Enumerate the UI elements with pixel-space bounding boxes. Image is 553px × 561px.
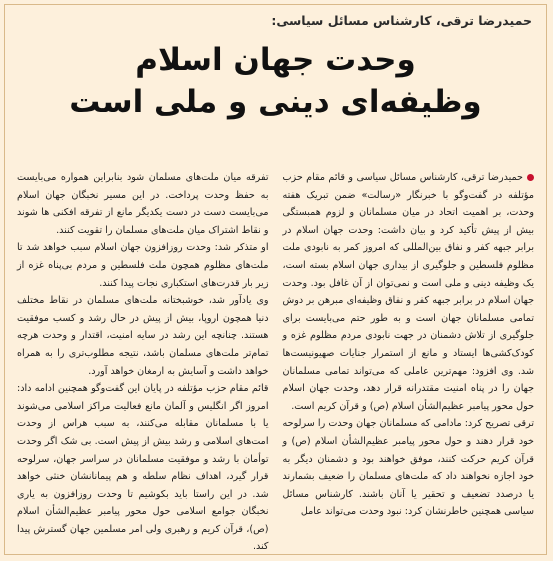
article-columns xyxy=(17,169,534,553)
paragraph: او متذکر شد: وحدت روزافزون جهان اسلام سبب خواهد شد تا ملت‌های مظلوم همچون ملت فلسطین و مردم بی‌پناه غزه از زیر بار قدرت‌های استکباری نجات پیدا کنند. xyxy=(17,242,269,289)
paragraph: ترقی تصریح کرد: مادامی که مسلمانان جهان وحدت را سرلوحه خود قرار دهند و حول محور پیامبر عظیم‌الشأن اسلام (ص) و قرآن کریم حرکت کنند، موفق خواهند بود و دشمنان دیگر به خود اجازه نخواهند داد که ملت‌های مسلمان را ضعیف بشمارند یا درصدد تضعیف و تحقیر یا آنان باشند. کارشناس مسائل سیاسی همچنین خاطرنشان کرد: نبود وحدت می‌تواند عامل xyxy=(282,418,534,518)
paragraph: قائم مقام حزب مؤتلفه در پایان این گفت‌وگو همچنین ادامه داد: امروز اگر انگلیس و آلمان مانع فعالیت مراکز اسلامی می‌شوند یا با مسلمانان مقابله می‌کنند، به سبب هراس از وحدت امت‌های اسلامی و رشد بیش از پیش است. بی شک اگر وحدت توأمان با رشد و موفقیت مسلمانان در سراسر جهان، سرلوحه قرار گیرد، اهداف نظام سلطه و هم پیمانانشان خنثی خواهد شد. در این راستا باید بکوشیم تا وحدت روزافزون به یاری نخبگان جوامع اسلامی حول محور پیامبر عظیم‌الشأن اسلام (ص)، قرآن کریم و رهبری ولی امر مسلمین جهان گسترش پیدا کند. xyxy=(17,383,269,553)
paragraph: وی یادآور شد، خوشبختانه ملت‌های مسلمان در نقاط مختلف دنیا همچون اروپا، بیش از پیش در حال رشد و کسب موفقیت هستند. چنانچه این رشد در سایه امنیت، اقتدار و وحدت هرچه تمام‌تر ملت‌های مسلمان باشد، نتیجه مطلوب‌تری را به همراه خواهد داشت و آسایش به ارمغان خواهد آورد. xyxy=(17,295,269,377)
headline xyxy=(17,39,534,123)
left-column xyxy=(17,169,269,553)
paragraph xyxy=(283,169,535,415)
bullet-icon xyxy=(527,174,534,181)
paragraph-text: حمیدرضا ترقی، کارشناس مسائل سیاسی و قائم مقام حزب مؤتلفه در گفت‌وگو با خبرنگار «رسالت» ضمن تبریک هفته وحدت، بر اهمیت اتحاد در میان مسلمانان و لزوم همبستگی بیش از پیش تأکید کرد و بیان داشت: وحدت جهان اسلام در برابر جبهه کفر و نفاق بین‌المللی که امروز کمر به نابودی ملت مظلوم فلسطین و جلوگیری از بیداری جهان اسلام بسته است، یک وظیفه دینی و ملی است و نمی‌توان از آن غافل بود. وحدت جهان اسلام در برابر جبهه کفر و نفاق وظیفه‌ای مبرهن بر دوش تمامی مسلمانان جهان است و به طور حتم می‌بایست برای جلوگیری از تلاش دشمنان در جهت نابودی مردم مظلوم غزه و کودک‌کشی‌ها ایستاد و مانع از استمرار جنایات صهیونیست‌ها شد. وی افزود: مهم‌ترین عاملی که می‌تواند تمامی مسلمانان جهان را در پناه امنیت مقتدرانه قرار دهد، وحدت جهان اسلام حول محور پیامبر عظیم‌الشأن اسلام (ص) و قرآن کریم است. xyxy=(282,172,534,412)
article-frame xyxy=(4,4,547,555)
kicker: حمیدرضا ترقی، کارشناس مسائل سیاسی: xyxy=(271,13,532,28)
headline-line-2: وظیفه‌ای دینی و ملی است xyxy=(69,84,482,120)
right-column xyxy=(283,169,535,544)
headline-line-1: وحدت جهان اسلام xyxy=(135,42,416,78)
paragraph: تفرقه میان ملت‌های مسلمان شود بنابراین همواره می‌بایست به حفظ وحدت پرداخت. در این مسیر نخبگان جهان اسلام می‌بایست دست در دست یکدیگر مانع از تفرقه افکنی ها شوند و نقاط اشتراک میان ملت‌های مسلمان را تقویت کنند. xyxy=(17,172,269,236)
